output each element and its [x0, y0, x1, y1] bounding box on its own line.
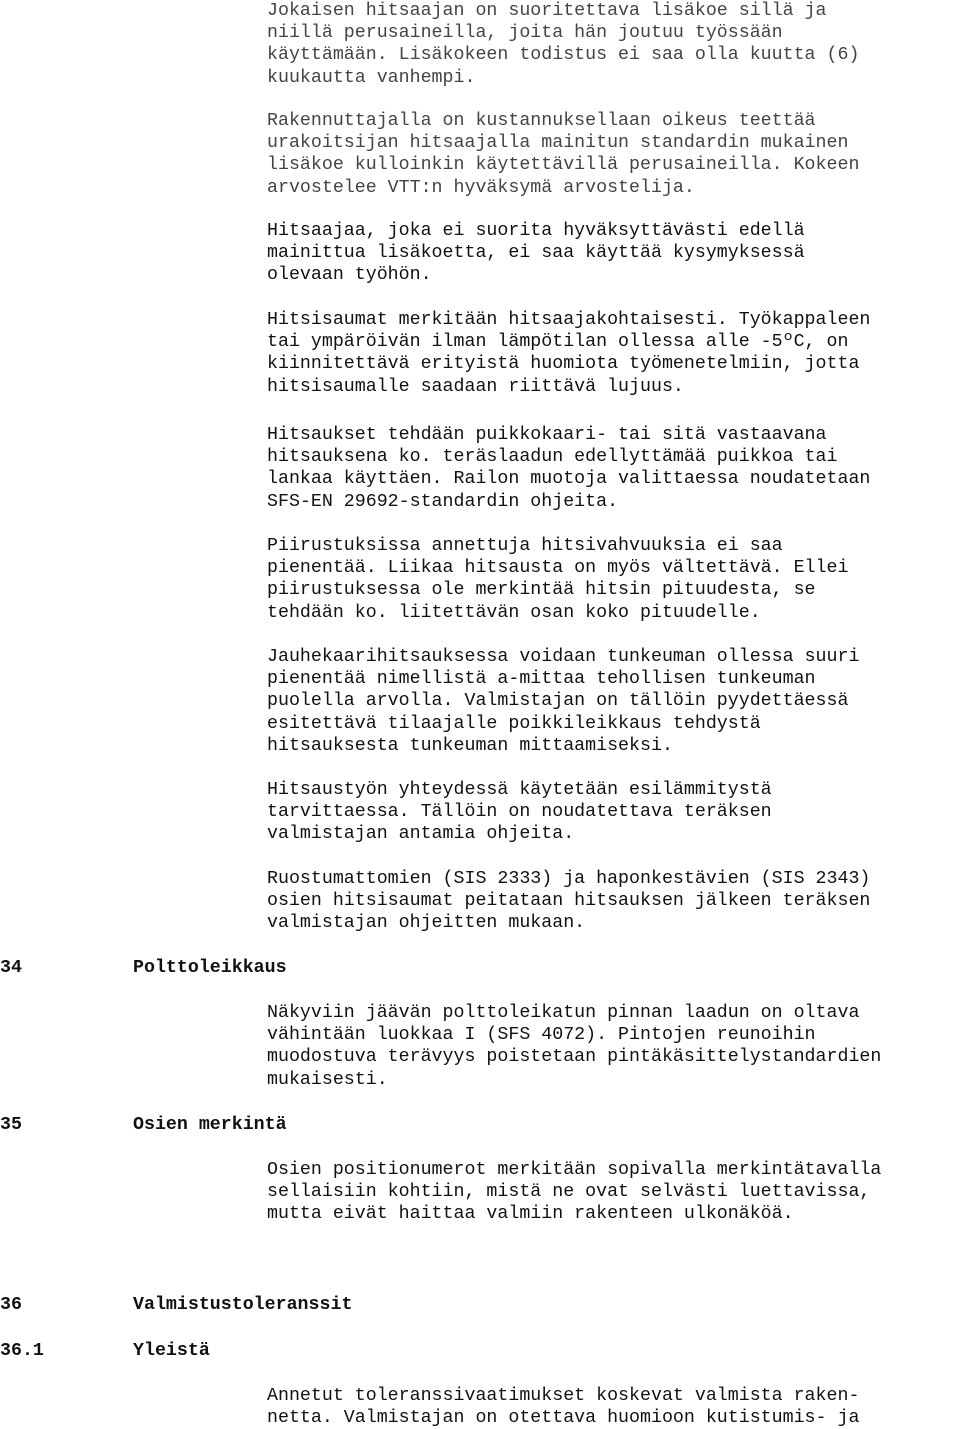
section-title: Polttoleikkaus — [133, 958, 287, 978]
paragraph-weld-thickness: Piirustuksissa annettuja hitsivahvuuksia ei saa pienentää. Liikaa hitsausta on myös vältettävä. Ellei piirustuksessa ole merkintää hitsin pituudesta, se tehdään ko. liitettävän osan koko pituudelle. — [267, 536, 849, 623]
paragraph-welder-extra-test: Jokaisen hitsaajan on suoritettava lisäkoe sillä ja niillä perusaineilla, joita hän joutuu työssään käyttämään. Lisäkokeen todistus ei saa olla kuutta (6) kuukautta vanhempi. — [267, 1, 860, 88]
paragraph-weld-marking: Hitsisaumat merkitään hitsaajakohtaisesti. Työkappaleen tai ympäröivän ilman lämpötilan ollessa alle -5ºC, on kiinnitettävä erityistä huomiota työmenetelmiin, jotta hitsisaumalle saadaan riittävä lujuus. — [267, 310, 871, 397]
section-number: 36 — [0, 1295, 22, 1315]
subsection-title: Yleistä — [133, 1341, 210, 1361]
section-title: Osien merkintä — [133, 1115, 287, 1135]
section-title: Valmistustoleranssit — [133, 1295, 353, 1315]
paragraph-part-marking: Osien positionumerot merkitään sopivalla merkintätavalla sellaisiin kohtiin, mistä ne ovat selvästi luettavissa, mutta eivät haittaa valmiin rakenteen ulkonäköä. — [267, 1160, 882, 1225]
paragraph-builder-right-to-test: Rakennuttajalla on kustannuksellaan oikeus teettää urakoitsijan hitsaajalla mainitun standardin mukainen lisäkoe kulloinkin käytettävillä perusaineilla. Kokeen arvostelee VTT:n hyväksymä arvostelija. — [267, 111, 860, 198]
section-number: 35 — [0, 1115, 22, 1135]
paragraph-preheating: Hitsaustyön yhteydessä käytetään esilämmitystä tarvittaessa. Tällöin on noudatettava teräksen valmistajan antamia ohjeita. — [267, 780, 772, 845]
section-number: 34 — [0, 958, 22, 978]
subsection-number: 36.1 — [0, 1341, 44, 1361]
paragraph-flame-cut-quality: Näkyviin jäävän polttoleikatun pinnan laadun on oltava vähintään luokkaa I (SFS 4072). Pintojen reunoihin muodostuva terävyys poistetaan pintäkäsittelystandardien mukaisesti. — [267, 1003, 882, 1090]
paragraph-stainless-pickling: Ruostumattomien (SIS 2333) ja haponkestävien (SIS 2343) osien hitsisaumat peitataan hitsauksen jälkeen teräksen valmistajan ohjeitten mukaan. — [267, 869, 871, 934]
paragraph-failed-welder: Hitsaajaa, joka ei suorita hyväksyttävästi edellä mainittua lisäkoetta, ei saa käyttää kysymyksessä olevaan työhön. — [267, 221, 805, 286]
paragraph-submerged-arc: Jauhekaarihitsauksessa voidaan tunkeuman ollessa suuri pienentää nimellistä a-mittaa tehollisen tunkeuman puolella arvolla. Valmistajan on tällöin pyydettäessä esitettävä tilaajalle poikkileikkaus tehdystä hitsauksesta tunkeuman mittaamiseksi. — [267, 647, 860, 756]
paragraph-welding-method: Hitsaukset tehdään puikkokaari- tai sitä vastaavana hitsauksena ko. teräslaadun edellyttämää puikkoa tai lankaa käyttäen. Railon muotoja valittaessa noudatetaan SFS-EN 29692-standardin ohjeita. — [267, 425, 871, 512]
paragraph-tolerances-general: Annetut toleranssivaatimukset koskevat valmista raken- netta. Valmistajan on otettava huomioon kutistumis- ja — [267, 1386, 860, 1429]
